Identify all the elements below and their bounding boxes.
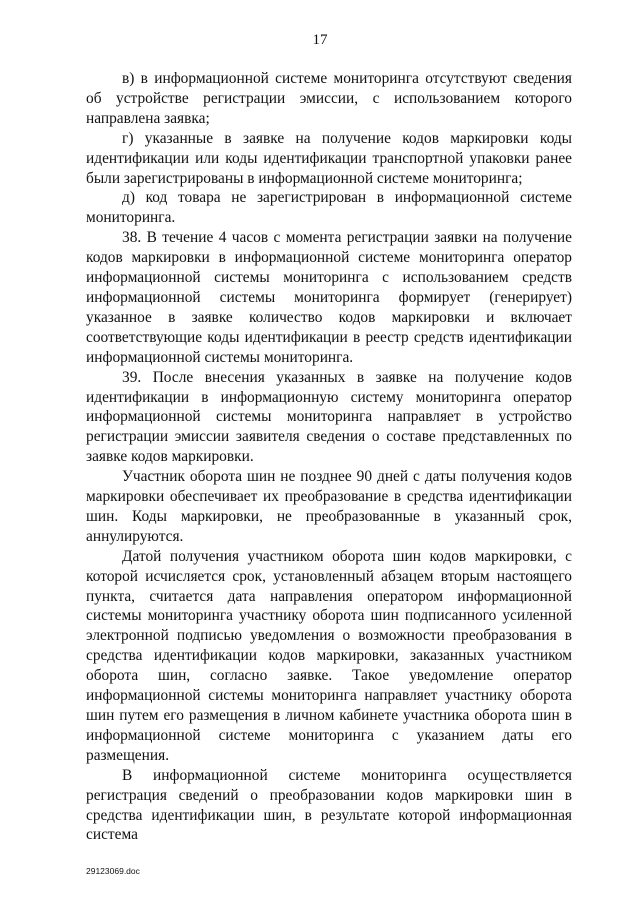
paragraph-clause-39: 39. После внесения указанных в заявке на получение кодов идентификации в информационную систему мониторинга оператор информационной системы мониторинга направляет в устройство регистрации эмиссии заявителя сведения о составе представленных по заявке кодов маркировки. xyxy=(86,368,572,466)
paragraph-clause-39-registration: В информационной системе мониторинга осуществляется регистрация сведений о преобразовании кодов маркировки шин в средства идентификации шин, в результате которой информационная система xyxy=(86,766,572,844)
paragraph-subitem-d: д) код товара не зарегистрирован в информационной системе мониторинга. xyxy=(86,189,572,227)
paragraph-clause-39-receipt-date: Датой получения участником оборота шин кодов маркировки, с которой исчисляется срок, установленный абзацем вторым настоящего пункта, считается дата направления оператором информационной системы мониторинга участнику оборота шин подписанного усиленной электронной подписью уведомления о возможности преобразования в средства идентификации кодов маркировки, заказанных участником оборота шин, согласно заявке. Такое уведомление оператор информационной системы мониторинга направляет участнику оборота шин путем его размещения в личном кабинете участника оборота шин в информационной системе мониторинга с указанием даты его размещения. xyxy=(86,547,572,764)
paragraph-clause-38: 38. В течение 4 часов с момента регистрации заявки на получение кодов маркировки в информационной системе мониторинга оператор информационной системы мониторинга с использованием средств информационной системы мониторинга формирует (генерирует) указанное в заявке количество кодов маркировки и включает соответствующие коды идентификации в реестр средств идентификации информационной системы мониторинга. xyxy=(86,229,572,366)
paragraph-subitem-v: в) в информационной системе мониторинга отсутствуют сведения об устройстве регистрации эмиссии, с использованием которого направлена заявка; xyxy=(86,70,572,127)
document-body xyxy=(86,69,572,845)
paragraph-clause-39-conversion-deadline: Участник оборота шин не позднее 90 дней с даты получения кодов маркировки обеспечивает их преобразование в средства идентификации шин. Коды маркировки, не преобразованные в указанный срок, аннулируются. xyxy=(86,468,572,545)
document-file-code: 29123069.doc xyxy=(86,866,140,876)
paragraph-subitem-g: г) указанные в заявке на получение кодов маркировки коды идентификации или коды идентификации транспортной упаковки ранее были зарегистрированы в информационной системе мониторинга; xyxy=(86,129,572,187)
page-number: 17 xyxy=(312,32,328,48)
